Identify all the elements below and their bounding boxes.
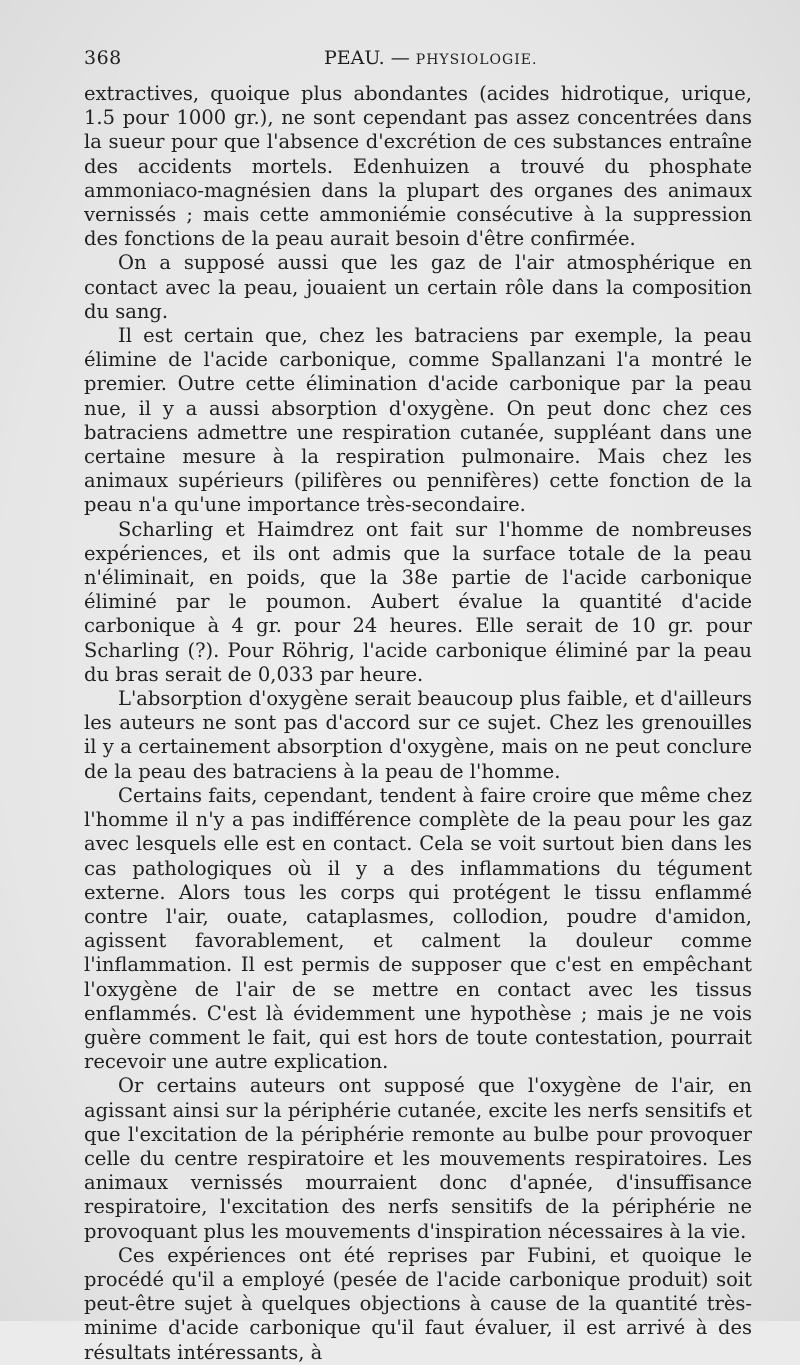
page-number: 368 bbox=[84, 47, 122, 69]
paragraph-8: Ces expériences ont été reprises par Fubini, et quoique le procédé qu'il a employé (pesée de l'acide carbonique produit) soit peut-être sujet à quelques objections à cause de la quantité très-minime d'acide carbonique qu'il faut évaluer, il est arrivé à des résultats intéressants, à bbox=[84, 1243, 752, 1364]
paragraph-1: extractives, quoique plus abondantes (acides hidrotique, urique, 1.5 pour 1000 gr.), ne sont cependant pas assez concentrées dans la sueur pour que l'absence d'excrétion de ces substances entraîne des accidents mortels. Edenhuizen a trouvé du phosphate ammoniaco-magnésien dans la plupart des organes des animaux vernissés ; mais cette ammoniémie consécutive à la suppression des fonctions de la peau aurait besoin d'être confirmée. bbox=[84, 82, 752, 251]
running-head bbox=[324, 47, 537, 69]
paragraph-6: Certains faits, cependant, tendent à faire croire que même chez l'homme il n'y a pas indifférence complète de la peau pour les gaz avec lesquels elle est en contact. Cela se voit surtout bien dans les cas pathologiques où il y a des inflammations du tégument externe. Alors tous les corps qui protégent le tissu enflammé contre l'air, ouate, cataplasmes, collodion, poudre d'amidon, agissent favorablement, et calment la douleur comme l'inflammation. Il est permis de supposer que c'est en empêchant l'oxygène de l'air de se mettre en contact avec les tissus enflammés. C'est là évidemment une hypothèse ; mais je ne vois guère comment le fait, qui est hors de toute contestation, pourrait recevoir une autre explication. bbox=[84, 783, 752, 1074]
paragraph-2: On a supposé aussi que les gaz de l'air atmosphérique en contact avec la peau, jouaient un certain rôle dans la composition du sang. bbox=[84, 251, 752, 323]
section-title: PHYSIOLOGIE. bbox=[415, 52, 538, 68]
title-separator: — bbox=[390, 47, 410, 69]
running-title: PEAU. bbox=[324, 47, 385, 69]
paragraph-3: Il est certain que, chez les batraciens par exemple, la peau élimine de l'acide carbonique, comme Spallanzani l'a montré le premier. Outre cette élimination d'acide carbonique par la peau nue, il y a aussi absorption d'oxygène. On peut donc chez ces batraciens admettre une respiration cutanée, suppléant dans une certaine mesure à la respiration pulmonaire. Mais chez les animaux supérieurs (pilifères ou pennifères) cette fonction de la peau n'a qu'une importance très-secondaire. bbox=[84, 324, 752, 517]
paragraph-7: Or certains auteurs ont supposé que l'oxygène de l'air, en agissant ainsi sur la périphérie cutanée, excite les nerfs sensitifs et que l'excitation de la périphérie remonte au bulbe pour provoquer celle du centre respiratoire et les mouvements respiratoires. Les animaux vernissés mourraient donc d'apnée, d'insuffisance respiratoire, l'excitation des nerfs sensitifs de la périphérie ne provoquant plus les mouvements d'inspiration nécessaires à la vie. bbox=[84, 1074, 752, 1243]
page-header bbox=[84, 47, 752, 75]
body-text bbox=[84, 82, 752, 1365]
paragraph-4: Scharling et Haimdrez ont fait sur l'homme de nombreuses expériences, et ils ont admis que la surface totale de la peau n'éliminait, en poids, que la 38e partie de l'acide carbonique éliminé par le poumon. Aubert évalue la quantité d'acide carbonique à 4 gr. pour 24 heures. Elle serait de 10 gr. pour Scharling (?). Pour Röhrig, l'acide carbonique éliminé par la peau du bras serait de 0,033 par heure. bbox=[84, 517, 752, 686]
paragraph-5: L'absorption d'oxygène serait beaucoup plus faible, et d'ailleurs les auteurs ne sont pas d'accord sur ce sujet. Chez les grenouilles il y a certainement absorption d'oxygène, mais on ne peut conclure de la peau des batraciens à la peau de l'homme. bbox=[84, 687, 752, 783]
